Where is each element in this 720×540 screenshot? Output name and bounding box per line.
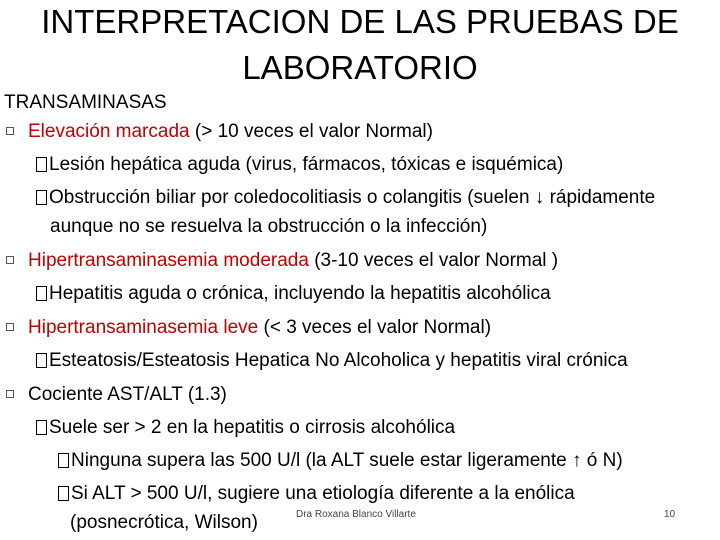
item-3-sub-1-text: Esteatosis/Esteatosis Hepatica No Alcoholica y hepatitis viral crónica [49, 350, 628, 371]
bullet-icon [6, 256, 14, 264]
item-4-sub-1-text: Suele ser > 2 en la hepatitis o cirrosis alcohólica [49, 417, 456, 438]
item-4 [28, 383, 227, 407]
page-title-line-2: LABORATORIO [242, 49, 478, 86]
item-3-sub-1 [36, 349, 628, 373]
item-4-subsub-1 [58, 449, 623, 473]
missing-glyph-icon [58, 486, 69, 501]
item-1 [28, 120, 433, 144]
item-1-sub-2-text: Obstrucción biliar por coledocolitiasis o colangitis (suelen [49, 187, 530, 208]
missing-glyph-icon [36, 190, 47, 205]
item-3-highlight: Hipertransaminasemia leve [28, 317, 259, 338]
item-4-sub-1 [36, 416, 455, 440]
missing-glyph-icon [36, 157, 47, 172]
bullet-icon [6, 127, 14, 135]
item-1-sub-2-tail: rápidamente [549, 187, 656, 208]
page-number: 10 [664, 509, 676, 520]
item-4-rest: Cociente AST/ALT (1.3) [28, 384, 227, 405]
page-title-line-1: INTERPRETACION DE LAS PRUEBAS DE [41, 3, 679, 40]
item-1-rest: (> 10 veces el valor Normal) [189, 121, 433, 142]
item-1-sub-1 [36, 153, 563, 177]
item-1-highlight: Elevación marcada [28, 121, 190, 142]
item-1-sub-2 [36, 186, 655, 210]
item-1-continuation: aunque no se resuelva la obstrucción o la infección) [50, 216, 488, 237]
section-heading: TRANSAMINASAS [4, 92, 167, 113]
arrow-down-icon: ↓ [534, 187, 545, 208]
item-2-sub-1 [36, 282, 551, 306]
bullet-icon [6, 390, 14, 398]
item-4-subsub-2-text: Si ALT > 500 U/l, sugiere una etiología diferente a la enólica [71, 483, 575, 504]
item-2 [28, 249, 558, 273]
item-2-sub-1-text: Hepatitis aguda o crónica, incluyendo la hepatitis alcohólica [49, 283, 551, 304]
item-2-rest: (3-10 veces el valor Normal ) [308, 250, 559, 271]
arrow-up-icon: ↑ [571, 450, 582, 471]
item-1-sub-1-text: Lesión hepática aguda (virus, fármacos, tóxicas e isquémica) [49, 154, 564, 175]
missing-glyph-icon [58, 453, 69, 468]
item-2-highlight: Hipertransaminasemia moderada [28, 250, 309, 271]
item-3-rest: (< 3 veces el valor Normal) [258, 317, 492, 338]
item-3 [28, 316, 491, 340]
footer-author: Dra Roxana Blanco Villarte [296, 509, 416, 520]
bullet-icon [6, 323, 14, 331]
missing-glyph-icon [36, 353, 47, 368]
missing-glyph-icon [36, 286, 47, 301]
item-4-subsub-2 [58, 482, 575, 506]
item-4-continuation: (posnecrótica, Wilson) [70, 512, 258, 533]
item-4-subsub-1-text: Ninguna supera las 500 U/l (la ALT suele estar ligeramente [71, 450, 567, 471]
missing-glyph-icon [36, 420, 47, 435]
item-4-subsub-1-tail: ó N) [586, 450, 623, 471]
